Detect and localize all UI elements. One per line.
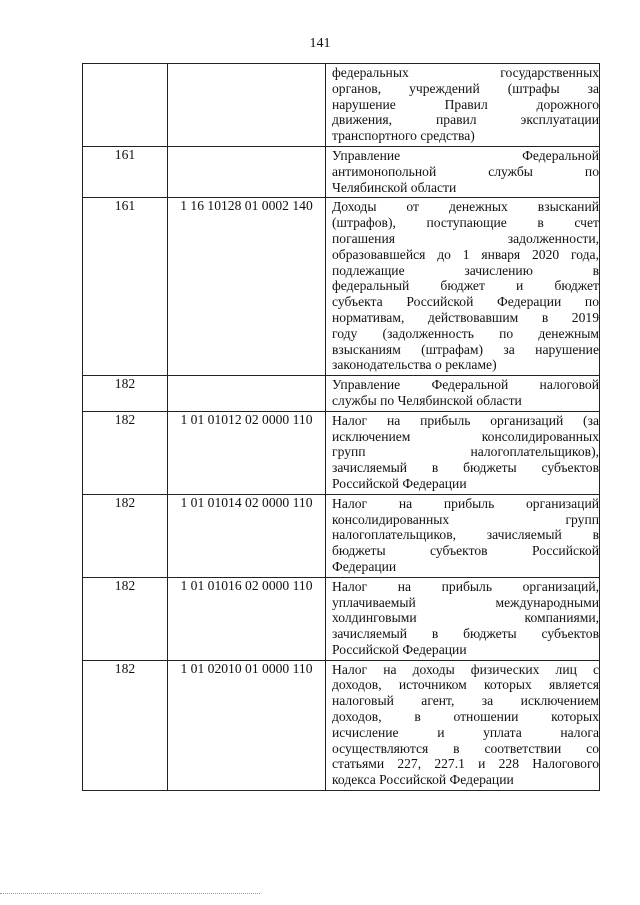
admin-code-cell: 182	[83, 577, 168, 660]
admin-code-cell: 182	[83, 376, 168, 412]
table-row	[83, 660, 600, 790]
revenue-name-line: антимонопольной службы по	[332, 163, 599, 179]
revenue-name-line: зачисляемый в бюджеты субъектов	[332, 460, 599, 476]
revenue-name-line: Российской Федерации	[332, 475, 467, 491]
revenue-name-line: Налог на прибыль организаций,	[332, 578, 599, 594]
page-number: 141	[309, 36, 331, 51]
revenue-name-line: исчисление и уплата налога	[332, 724, 599, 740]
table-row	[83, 494, 600, 577]
revenue-name-cell	[326, 577, 600, 660]
revenue-name-line: зачисляемый в бюджеты субъектов	[332, 626, 599, 642]
revenue-name-line: осуществляются в соответствии со	[332, 740, 599, 756]
revenue-name-line: консолидированных групп	[332, 511, 599, 527]
revenue-name-line: Управление Федеральной	[332, 147, 599, 163]
revenue-name-line: групп налогоплательщиков),	[332, 444, 599, 460]
admin-code-cell: 161	[83, 198, 168, 376]
revenue-name-line: доходов, в отношении которых	[332, 709, 599, 725]
revenue-name-line: Челябинской области	[332, 179, 457, 195]
revenue-name-line: федеральных государственных	[332, 65, 599, 80]
bottom-divider	[0, 893, 260, 894]
table-row	[83, 64, 600, 147]
table-row	[83, 146, 600, 197]
table-row	[83, 411, 600, 494]
revenue-name-line: доходов, источником которых является	[332, 677, 599, 693]
admin-code-cell	[83, 64, 168, 147]
revenue-name-line: законодательства о рекламе)	[332, 357, 497, 373]
revenue-name-line: налоговый агент, за исключением	[332, 693, 599, 709]
revenue-name-line: Российской Федерации	[332, 641, 467, 657]
revenue-name-line: кодекса Российской Федерации	[332, 772, 514, 788]
budget-classification-code-cell	[168, 64, 326, 147]
revenue-name-cell	[326, 198, 600, 376]
revenue-name-line: нормативам, действовавшим в 2019	[332, 309, 599, 325]
revenue-name-cell	[326, 494, 600, 577]
revenue-name-line: налогоплательщиков, зачисляемый в	[332, 527, 599, 543]
revenue-name-line: статьями 227, 227.1 и 228 Налогового	[332, 756, 599, 772]
revenue-name-line: транспортного средства)	[332, 128, 475, 144]
admin-code-cell: 182	[83, 411, 168, 494]
revenue-name-line: Управление Федеральной налоговой	[332, 377, 599, 393]
admin-code-cell: 182	[83, 660, 168, 790]
budget-revenue-table	[82, 63, 600, 791]
budget-classification-code-cell: 1 01 01014 02 0000 110	[168, 494, 326, 577]
revenue-name-cell	[326, 146, 600, 197]
revenue-name-line: уплачиваемый международными	[332, 594, 599, 610]
revenue-name-line: Налог на прибыль организаций	[332, 495, 599, 511]
revenue-name-line: Налог на прибыль организаций (за	[332, 412, 599, 428]
revenue-name-line: бюджеты субъектов Российской	[332, 543, 599, 559]
budget-classification-code-cell: 1 16 10128 01 0002 140	[168, 198, 326, 376]
budget-classification-code-cell: 1 01 02010 01 0000 110	[168, 660, 326, 790]
revenue-name-line: Налог на доходы физических лиц с	[332, 661, 599, 677]
revenue-name-line: Федерации	[332, 558, 397, 574]
revenue-name-line: федеральный бюджет и бюджет	[332, 278, 599, 294]
revenue-name-cell	[326, 64, 600, 147]
revenue-name-cell	[326, 376, 600, 412]
revenue-name-line: Доходы от денежных взысканий	[332, 199, 599, 215]
revenue-name-line: образовавшейся до 1 января 2020 года,	[332, 246, 599, 262]
table-row	[83, 198, 600, 376]
budget-classification-code-cell	[168, 146, 326, 197]
revenue-name-line: холдинговыми компаниями,	[332, 610, 599, 626]
revenue-name-cell	[326, 660, 600, 790]
revenue-name-line: (штрафов), поступающие в счет	[332, 215, 599, 231]
revenue-name-cell	[326, 411, 600, 494]
revenue-name-line: погашения задолженности,	[332, 230, 599, 246]
revenue-name-line: нарушение Правил дорожного	[332, 96, 599, 112]
revenue-name-line: исключением консолидированных	[332, 428, 599, 444]
budget-classification-code-cell: 1 01 01012 02 0000 110	[168, 411, 326, 494]
revenue-name-line: службы по Челябинской области	[332, 392, 522, 408]
revenue-name-line: году (задолженность по денежным	[332, 325, 599, 341]
table-body	[83, 64, 600, 791]
table-row	[83, 376, 600, 412]
revenue-name-line: подлежащие зачислению в	[332, 262, 599, 278]
table-row	[83, 577, 600, 660]
admin-code-cell: 161	[83, 146, 168, 197]
revenue-name-line: взысканиям (штрафам) за нарушение	[332, 341, 599, 357]
admin-code-cell: 182	[83, 494, 168, 577]
budget-classification-code-cell	[168, 376, 326, 412]
revenue-name-line: движения, правил эксплуатации	[332, 112, 599, 128]
revenue-name-line: субъекта Российской Федерации по	[332, 294, 599, 310]
budget-classification-code-cell: 1 01 01016 02 0000 110	[168, 577, 326, 660]
revenue-name-line: органов, учреждений (штрафы за	[332, 80, 599, 96]
